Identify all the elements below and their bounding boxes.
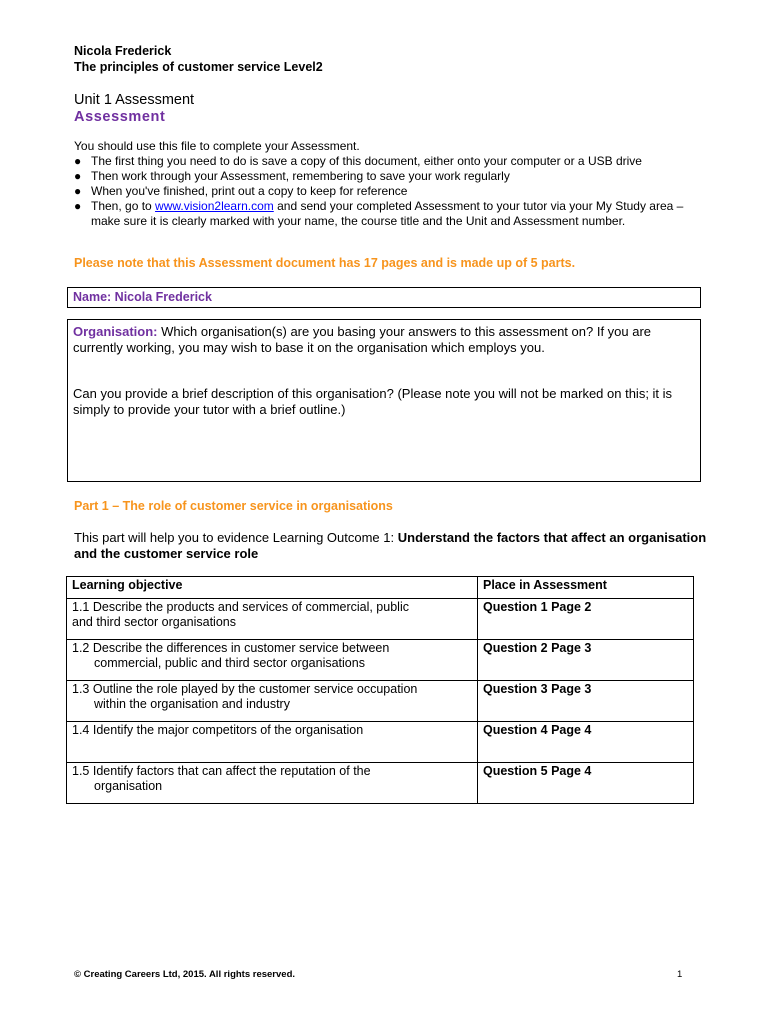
name-box (67, 287, 701, 308)
instructions-list (74, 154, 714, 229)
page-count-note: Please note that this Assessment document has 17 pages and is made up of 5 parts. (74, 256, 576, 270)
column-header: Learning objective (67, 577, 478, 599)
table-header-row (67, 577, 694, 599)
bullet-icon: ● (74, 199, 82, 213)
author-name: Nicola Frederick (74, 44, 172, 58)
objective-cell: 1.5 Identify factors that can affect the reputation of the organisation (67, 763, 478, 804)
list-item: ● Then, go to www.vision2learn.com and send your completed Assessment to your tutor via your My Study area – make sure it is clearly marked with your name, the course title and the Unit and Assessment number. (74, 199, 684, 228)
instructions (74, 139, 714, 229)
objective-cell: 1.1 Describe the products and services of commercial, public and third sector organisations (67, 599, 478, 640)
bullet-icon: ● (74, 184, 82, 198)
place-cell: Question 1 Page 2 (478, 599, 694, 640)
column-header: Place in Assessment (478, 577, 694, 599)
unit-title: Unit 1 Assessment (74, 92, 195, 108)
instructions-lead: You should use this file to complete your Assessment. (74, 139, 360, 153)
table-row (67, 722, 694, 763)
bullet-icon: ● (74, 154, 82, 168)
objective-cell: 1.2 Describe the differences in customer service between commercial, public and third sector organisations (67, 640, 478, 681)
list-item: ● Then work through your Assessment, remembering to save your work regularly (74, 169, 510, 183)
organisation-description-prompt: Can you provide a brief description of this organisation? (Please note you will not be marked on this; it is simply to provide your tutor with a brief outline.) (73, 386, 673, 417)
list-item: ● The first thing you need to do is save a copy of this document, either onto your computer or a USB drive (74, 154, 642, 168)
place-cell: Question 3 Page 3 (478, 681, 694, 722)
objective-cell: 1.3 Outline the role played by the customer service occupation within the organisation and industry (67, 681, 478, 722)
copyright-footer: © Creating Careers Ltd, 2015. All rights reserved. (74, 969, 296, 980)
part1-intro: This part will help you to evidence Learning Outcome 1: Understand the factors that affect an organisation and the customer service role (74, 530, 707, 561)
place-cell: Question 2 Page 3 (478, 640, 694, 681)
organisation-question: Organisation: Which organisation(s) are you basing your answers to this assessment on? If you are currently working, you may wish to base it on the organisation which employs you. (73, 324, 652, 355)
page-number: 1 (677, 969, 683, 980)
place-cell: Question 5 Page 4 (478, 763, 694, 804)
course-title: The principles of customer service Level2 (74, 60, 323, 74)
name-label: Name: Nicola Frederick (73, 290, 212, 304)
list-item: ● When you've finished, print out a copy to keep for reference (74, 184, 408, 198)
table-row (67, 640, 694, 681)
table-row (67, 763, 694, 804)
assessment-heading: Assessment (74, 109, 166, 125)
table-row (67, 599, 694, 640)
table-row (67, 681, 694, 722)
organisation-box[interactable] (67, 319, 701, 482)
part1-heading: Part 1 – The role of customer service in organisations (74, 499, 393, 513)
vision2learn-link[interactable]: www.vision2learn.com (155, 199, 274, 213)
bullet-icon: ● (74, 169, 82, 183)
learning-objectives-table (66, 576, 694, 804)
organisation-label: Organisation: (73, 324, 158, 339)
place-cell: Question 4 Page 4 (478, 722, 694, 763)
objective-cell: 1.4 Identify the major competitors of the organisation (67, 722, 478, 763)
